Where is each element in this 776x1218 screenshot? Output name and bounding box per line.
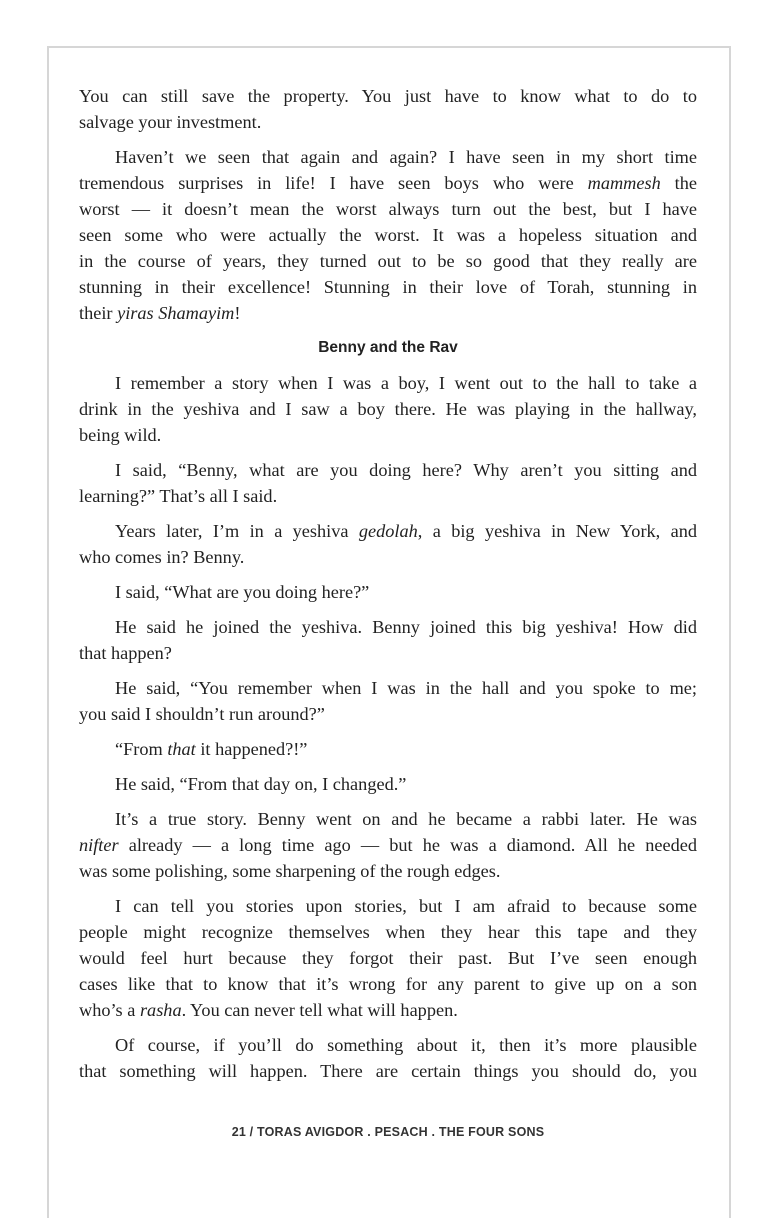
text-line: seen some who were actually the worst. It was a hopeless situation and (79, 225, 697, 245)
body-text (79, 83, 697, 1093)
text-line: was some polishing, some sharpening of the rough edges. (79, 861, 501, 881)
paragraph (79, 1032, 697, 1084)
text-line: He said he joined the yeshiva. Benny joined this big yeshiva! How did (115, 617, 697, 637)
text-line: nifter already — a long time ago — but he was a diamond. All he needed (79, 835, 697, 855)
paragraph (79, 83, 697, 135)
text-line: “From that it happened?!” (115, 739, 308, 759)
paragraph (79, 771, 697, 797)
paragraph (79, 370, 697, 448)
text-line: their yiras Shamayim! (79, 303, 241, 323)
text-line: It’s a true story. Benny went on and he became a rabbi later. He was (115, 809, 697, 829)
text-line: I can tell you stories upon stories, but I am afraid to because some (115, 896, 697, 916)
text-line: that happen? (79, 643, 172, 663)
text-line: drink in the yeshiva and I saw a boy there. He was playing in the hallway, (79, 399, 697, 419)
text-line: I said, “What are you doing here?” (115, 582, 370, 602)
text-line: tremendous surprises in life! I have seen boys who were mammesh the (79, 173, 698, 193)
text-line: Haven’t we seen that again and again? I have seen in my short time (115, 147, 697, 167)
text-line: cases like that to know that it’s wrong for any parent to give up on a son (79, 974, 697, 994)
text-line: I remember a story when I was a boy, I went out to the hall to take a (115, 373, 697, 393)
paragraph (79, 675, 697, 727)
paragraph (79, 579, 697, 605)
paragraph (79, 893, 697, 1023)
paragraph (79, 736, 697, 762)
italic-term: rasha (139, 1000, 182, 1020)
text-line: Of course, if you’ll do something about it, then it’s more plausible (115, 1035, 697, 1055)
text-line: would feel hurt because they forgot their past. But I’ve seen enough (79, 948, 697, 968)
text-line: you said I shouldn’t run around?” (79, 704, 325, 724)
text-line: stunning in their excellence! Stunning in their love of Torah, stunning in (79, 277, 697, 297)
italic-term: nifter (79, 835, 119, 855)
text-line: He said, “From that day on, I changed.” (115, 774, 407, 794)
paragraph (79, 518, 697, 570)
text-line: who comes in? Benny. (79, 547, 245, 567)
text-line: that something will happen. There are certain things you should do, you (79, 1061, 697, 1081)
section-heading: Benny and the Rav (318, 339, 458, 356)
text-line: being wild. (79, 425, 162, 445)
paragraph (79, 614, 697, 666)
paragraph (79, 144, 697, 326)
italic-term: yiras Shamayim (117, 303, 235, 323)
text-line: I said, “Benny, what are you doing here? Why aren’t you sitting and (115, 460, 697, 480)
italic-term: gedolah (358, 521, 418, 541)
paragraph (79, 457, 697, 509)
italic-term: that (167, 739, 196, 759)
text-line: worst — it doesn’t mean the worst always turn out the best, but I have (79, 199, 697, 219)
italic-term: mammesh (587, 173, 661, 193)
running-footer: 21 / TORAS AVIGDOR . PESACH . THE FOUR SONS (231, 1125, 545, 1139)
paragraph (79, 806, 697, 884)
text-line: learning?” That’s all I said. (79, 486, 278, 506)
text-line: He said, “You remember when I was in the hall and you spoke to me; (115, 678, 697, 698)
text-line: salvage your investment. (79, 112, 262, 132)
text-line: You can still save the property. You just have to know what to do to (79, 86, 697, 106)
text-line: Years later, I’m in a yeshiva gedolah, a big yeshiva in New York, and (115, 521, 698, 541)
text-line: in the course of years, they turned out to be so good that they really are (79, 251, 697, 271)
text-line: who’s a rasha. You can never tell what will happen. (79, 1000, 458, 1020)
text-line: people might recognize themselves when they hear this tape and they (79, 922, 697, 942)
